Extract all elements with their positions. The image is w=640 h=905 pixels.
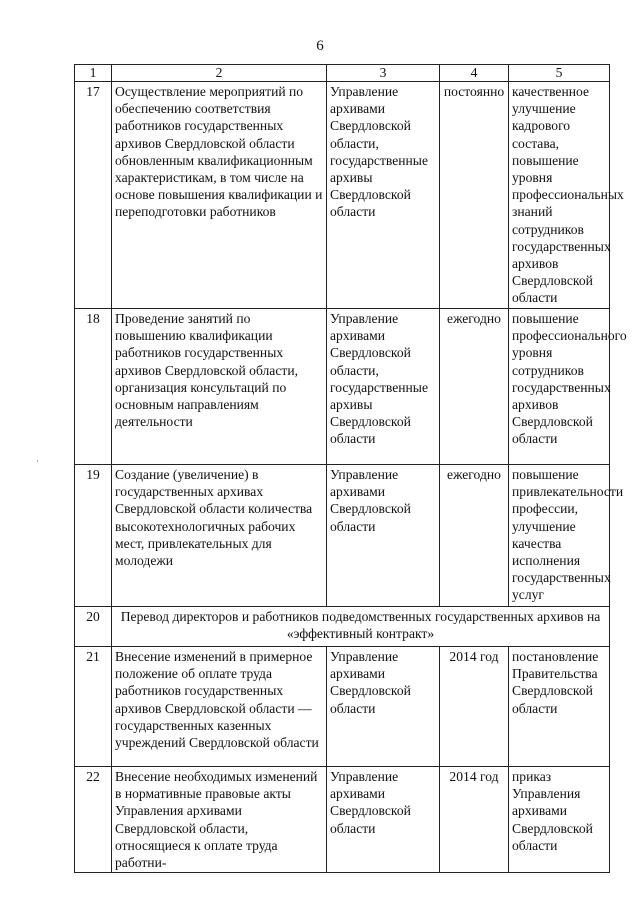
table-row (75, 309, 610, 465)
row-number: 18 (75, 309, 112, 465)
responsible-cell: Управление архивами Свердловской области, государственные архивы Свердловской области (327, 309, 440, 465)
action-cell: Осуществление мероприятий по обеспечению соответствия работников государственных архивов Свердловской области обновленным квалификационным характеристикам, в том числе на основе повышения квалификации и переподготовки работников (112, 82, 327, 309)
result-cell: качественное улучшение кадрового состава, повышение уровня профессиональных знаний сотрудников государственных архивов Свердловской области (509, 82, 610, 309)
table-row (75, 647, 610, 767)
table-row (75, 465, 610, 607)
result-cell: повышение профессионального уровня сотрудников государственных архивов Свердловской области (509, 309, 610, 465)
action-cell: Создание (увеличение) в государственных архивах Свердловской области количества высокотехнологичных рабочих мест, привлекательных для молодежи (112, 465, 327, 607)
column-number: 4 (440, 65, 509, 82)
row-number: 21 (75, 647, 112, 767)
deadline-cell: 2014 год (440, 767, 509, 873)
measures-table (74, 64, 627, 873)
action-cell: Проведение занятий по повышению квалификации работников государственных архивов Свердловской области, организация консультаций по основным направлениям деятельности (112, 309, 327, 465)
column-number: 2 (112, 65, 327, 82)
result-cell: повышение привлекательности профессии, улучшение качества исполнения государственных услуг (509, 465, 610, 607)
responsible-cell: Управление архивами Свердловской области (327, 647, 440, 767)
responsible-cell: Управление архивами Свердловской области (327, 767, 440, 873)
scan-speck: · (36, 456, 39, 466)
row-number: 17 (75, 82, 112, 309)
deadline-cell: 2014 год (440, 647, 509, 767)
deadline-cell: ежегодно (440, 465, 509, 607)
row-number: 20 (75, 607, 112, 647)
responsible-cell: Управление архивами Свердловской области, государственные архивы Свердловской области (327, 82, 440, 309)
action-cell: Внесение необходимых изменений в нормативные правовые акты Управления архивами Свердловской области, относящиеся к оплате труда работни- (112, 767, 327, 873)
table-row (75, 767, 610, 873)
deadline-cell: ежегодно (440, 309, 509, 465)
group-row (75, 607, 610, 647)
deadline-cell: постоянно (440, 82, 509, 309)
result-cell: приказ Управления архивами Свердловской области (509, 767, 610, 873)
action-cell: Внесение изменений в примерное положение об оплате труда работников государственных архивов Свердловской области — государственных казенных учреждений Свердловской области (112, 647, 327, 767)
row-number: 19 (75, 465, 112, 607)
group-heading: Перевод директоров и работников подведомственных государственных архивов на «эффективный контракт» (112, 607, 610, 647)
responsible-cell: Управление архивами Свердловской области (327, 465, 440, 607)
column-numbers-row (75, 65, 610, 82)
column-number: 3 (327, 65, 440, 82)
page-number: 6 (316, 38, 324, 54)
column-number: 1 (75, 65, 112, 82)
column-number: 5 (509, 65, 610, 82)
result-cell: постановление Правительства Свердловской области (509, 647, 610, 767)
row-number: 22 (75, 767, 112, 873)
table-row (75, 82, 610, 309)
